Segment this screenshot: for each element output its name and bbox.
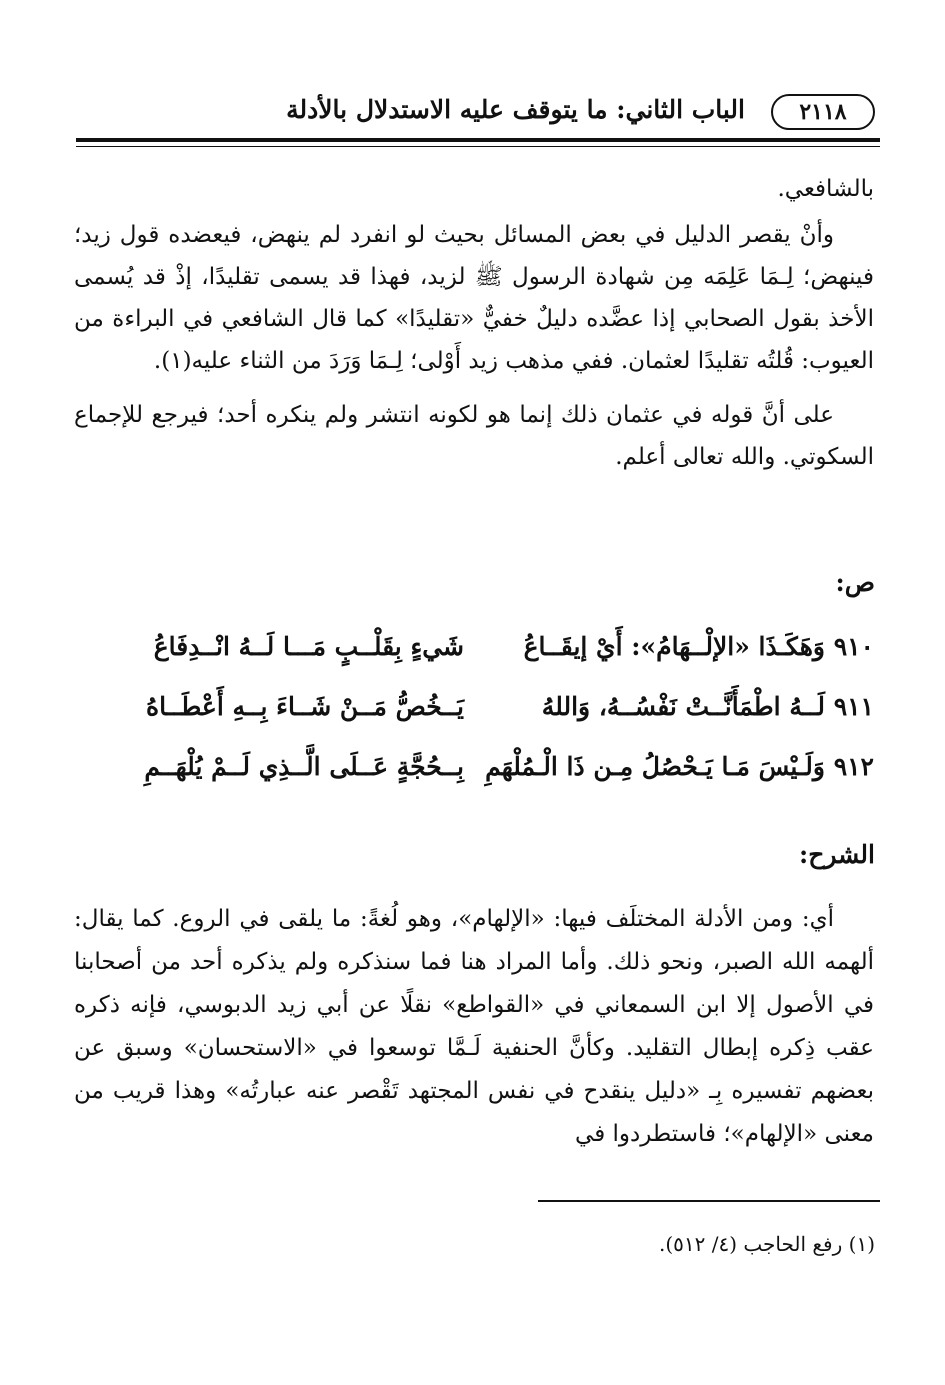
verse-row xyxy=(74,692,874,752)
verse-block xyxy=(74,632,874,812)
verse-first-hemistich: ٩١٠ وَهَكَـذَا «الإلْــهَامُ»: أَيْ إيقَــاعُ xyxy=(523,632,874,661)
chapter-title: الباب الثاني: ما يتوقف عليه الاستدلال بالأدلة xyxy=(286,95,745,124)
verse-second-hemistich: يَــخُصُّ مَــنْ شَــاءَ بِــهِ أَعْطَــاهُ xyxy=(146,692,464,721)
paragraph-uthman: على أنَّ قوله في عثمان ذلك إنما هو لكونه انتشر ولم ينكره أحد؛ فيرجع للإجماع السكوتي. والله تعالى أعلم. xyxy=(74,402,874,470)
page-number-badge: ٢١١٨ xyxy=(771,94,875,130)
paragraph-continuation: بالشافعي. xyxy=(777,176,874,202)
running-header xyxy=(60,90,875,130)
top-text-block xyxy=(74,168,874,478)
header-rule-thin xyxy=(76,146,880,147)
paragraph-zaid: وأنْ يقصر الدليل في بعض المسائل بحيث لو انفرد لم ينهض، فيعضده قول زيد؛ فينهض؛ لِـمَا عَلِمَه مِن شهادة الرسول ﷺ لزيد، فهذا قد يسمى تقليدًا، إذْ قد يُسمى الأخذ بقول الصحابي إذا عضَّده دليلٌ خفيٌّ «تقليدًا» كما قال الشافعي في البراءة من العيوب: قُلتُه تقليدًا لعثمان. ففي مذهب زيد أَوْلى؛ لِـمَا وَرَدَ من الثناء عليه(١). xyxy=(74,222,874,374)
footnote: (١) رفع الحاجب (٤/ ٥١٢). xyxy=(658,1232,875,1256)
header-rule-thick xyxy=(76,138,880,142)
commentary-paragraph: أي: ومن الأدلة المختلَف فيها: «الإلهام»، وهو لُغةً: ما يلقى في الروع. كما يقال: ألهمه الله الصبر، ونحو ذلك. وأما المراد هنا فما سنذكره ولم يذكره أحد من أصحابنا في الأصول إلا ابن السمعاني في «القواطع» نقلًا عن أبي زيد الدبوسي، فإنه ذكره عقب ذِكره إبطال التقليد. وكأنَّ الحنفية لَـمَّا توسعوا في «الاستحسان» وسبق عن بعضهم تفسيره بِـ «دليل ينقدح في نفس المجتهد تَقْصر عنه عبارتُه» وهذا قريب من معنى «الإلهام»؛ فاستطردوا في xyxy=(74,906,874,1147)
verse-second-hemistich: شَيءٍ بِقَلْــبٍ مَـــا لَــهُ انْــدِفَاعُ xyxy=(153,632,464,661)
matn-label: ص: xyxy=(835,568,875,597)
footnote-separator xyxy=(538,1200,880,1202)
commentary-label: الشرح: xyxy=(798,840,875,869)
verse-row xyxy=(74,632,874,692)
verse-second-hemistich: بِــحُجَّةٍ عَــلَى الَّــذِي لَــمْ يُلْهَــمِ xyxy=(144,752,464,781)
verse-first-hemistich: ٩١١ لَــهُ اطْمَأَنَّــتْ نَفْسُــهُ، وَاللهُ xyxy=(541,692,874,721)
verse-row xyxy=(74,752,874,812)
commentary-block xyxy=(74,898,874,1156)
verse-first-hemistich: ٩١٢ وَلَـيْسَ مَـا يَـحْصُلُ مِـن ذَا الْـمُلْهَمِ xyxy=(485,752,874,781)
